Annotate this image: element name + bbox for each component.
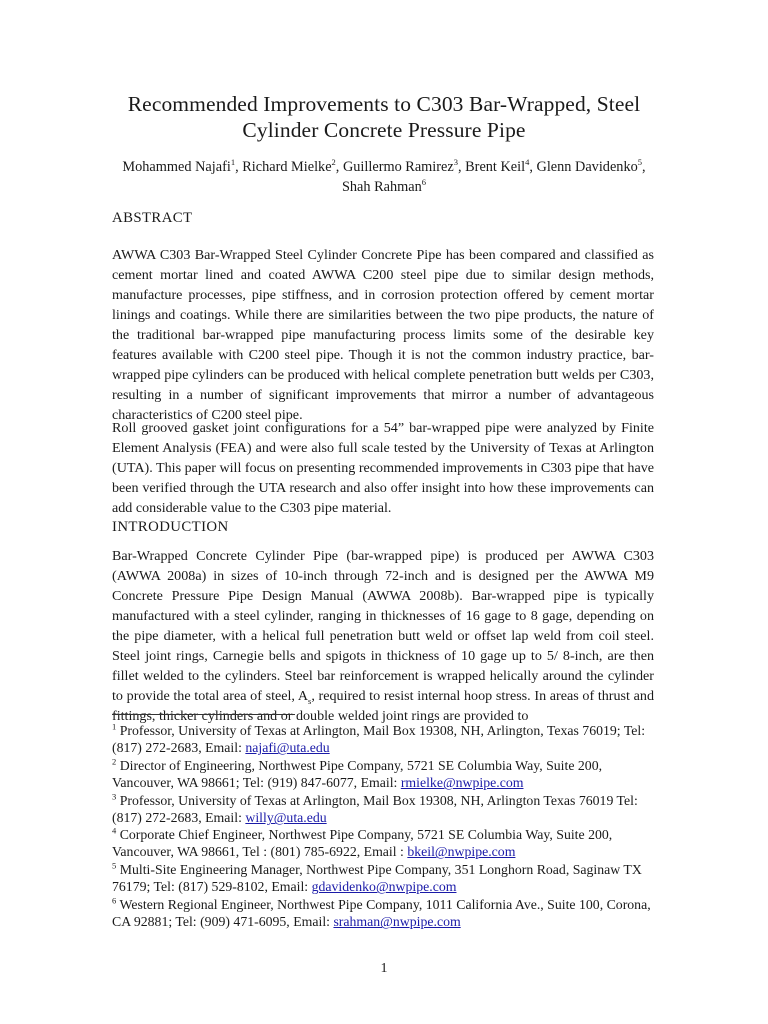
- introduction-text-continued: , required to resist internal hoop stress. In areas of thrust and fittings, thicker cylinders and or double welded joint rings are provided to: [112, 688, 654, 724]
- author-list: [90, 157, 678, 197]
- email-link[interactable]: rmielke@nwpipe.com: [400, 775, 524, 791]
- author-6: [342, 179, 426, 195]
- author-5: [537, 159, 646, 175]
- abstract-paragraph-2: Roll grooved gasket joint configurations for a 54” bar-wrapped pipe were analyzed by Finite Element Analysis (FEA) and were also full scale tested by the University of Texas at Arlington (UTA). This paper will focus on presenting recommended improvements in C303 pipe that have been verified through the UTA research and also offer insight into how these improvements can add considerable value to the C303 pipe material.: [112, 420, 654, 516]
- email-link[interactable]: bkeil@nwpipe.com: [407, 844, 516, 860]
- email-link[interactable]: najafi@uta.edu: [245, 740, 330, 756]
- footnote-mark: 4: [112, 825, 117, 836]
- author-separator: ,: [529, 159, 537, 175]
- author-affiliation-mark: 5: [637, 157, 642, 168]
- author-1: [122, 159, 242, 175]
- footnote-5: [112, 861, 657, 896]
- abstract-paragraph-1: AWWA C303 Bar-Wrapped Steel Cylinder Concrete Pipe has been compared and classified as cement mortar lined and coated AWWA C200 steel pipe due to similar design methods, manufacture processes, pipe stiffness, and in corrosion protection offered by cement mortar linings and coatings. While there are similarities between the two pipe products, the nature of the traditional bar-wrapped pipe manufacturing process limits some of the desirable key features available with C200 steel pipe. Though it is not the common industry practice, bar-wrapped pipe cylinders can be produced with helical complete penetration butt welds per C303, resulting in a number of significant improvements that mirror a number of advantageous characteristics of C200 steel pipe.: [112, 247, 654, 423]
- subscript-s: s: [308, 695, 312, 706]
- author-affiliation-mark: 3: [453, 157, 458, 168]
- author-name: Mohammed Najafi: [122, 159, 231, 175]
- footnote-4: [112, 826, 657, 861]
- footnote-mark: 1: [112, 721, 117, 732]
- footnote-text: Director of Engineering, Northwest Pipe Company, 5721 SE Columbia Way, Suite 200, Vancouver, WA 98661; Tel: (919) 847-6077, Email:: [112, 758, 603, 791]
- author-affiliation-mark: 2: [331, 157, 336, 168]
- title-line-2: Cylinder Concrete Pressure Pipe: [242, 118, 526, 142]
- author-separator: ,: [335, 159, 343, 175]
- footnote-divider: [112, 714, 295, 715]
- introduction-heading: INTRODUCTION: [112, 519, 229, 535]
- author-affiliation-mark: 1: [230, 157, 236, 168]
- author-2: [242, 159, 343, 175]
- footnote-6: [112, 896, 657, 931]
- footnote-text: Multi-Site Engineering Manager, Northwest Pipe Company, 351 Longhorn Road, Saginaw TX 76179; Tel: (817) 529-8102, Email:: [112, 862, 642, 895]
- email-link[interactable]: willy@uta.edu: [245, 810, 327, 826]
- author-separator: ,: [642, 159, 646, 175]
- author-affiliation-mark: 6: [421, 177, 427, 188]
- footnote-mark: 3: [112, 791, 117, 802]
- footnote-mark: 6: [112, 895, 117, 906]
- footnote-1: [112, 722, 657, 757]
- title-line-1: Recommended Improvements to C303 Bar-Wrapped, Steel: [127, 92, 641, 116]
- author-4: [465, 159, 536, 175]
- footnote-text: Corporate Chief Engineer, Northwest Pipe Company, 5721 SE Columbia Way, Suite 200, Vancouver, WA 98661, Tel : (801) 785-6922, Email :: [112, 827, 613, 860]
- footnote-text: Professor, University of Texas at Arlington, Mail Box 19308, NH, Arlington, Texas 76019; Tel: (817) 272-2683, Email:: [112, 723, 646, 756]
- author-name: Shah Rahman: [341, 179, 422, 195]
- abstract-heading: ABSTRACT: [112, 210, 193, 226]
- author-name: Richard Mielke: [242, 159, 332, 175]
- author-separator: ,: [235, 159, 243, 175]
- author-name: Guillermo Ramirez: [342, 159, 454, 175]
- introduction-text: Bar-Wrapped Concrete Cylinder Pipe (bar-wrapped pipe) is produced per AWWA C303 (AWWA 2008a) in sizes of 10-inch through 72-inch and is designed per the AWWA M9 Concrete Pressure Pipe Design Manual (AWWA 2008b). Bar-wrapped pipe is typically manufactured with a steel cylinder, ranging in thicknesses of 16 gage to 8 gage, depending on the pipe diameter, with a helical full penetration butt weld or offset lap weld from coil steel. Steel joint rings, Carnegie bells and spigots in thickness of 10 gage up to 5/ 8-inch, are then fillet welded to the cylinders. Steel bar reinforcement is wrapped helically around the cylinder to provide the total area of steel, A: [112, 548, 654, 704]
- footnote-text: Professor, University of Texas at Arlington, Mail Box 19308, NH, Arlington Texas 76019 Tel: (817) 272-2683, Email:: [112, 793, 638, 826]
- introduction-paragraph: [112, 546, 654, 726]
- author-name: Glenn Davidenko: [536, 159, 638, 175]
- email-link[interactable]: srahman@nwpipe.com: [333, 914, 461, 930]
- paper-title: [90, 91, 678, 143]
- footnote-text: Western Regional Engineer, Northwest Pipe Company, 1011 California Ave., Suite 100, Corona, CA 92881; Tel: (909) 471-6095, Email:: [112, 897, 651, 930]
- author-name: Brent Keil: [465, 159, 526, 175]
- author-affiliation-mark: 4: [525, 157, 530, 168]
- author-separator: ,: [457, 159, 466, 175]
- footnote-2: [112, 757, 657, 792]
- footnote-mark: 2: [112, 756, 117, 767]
- footnote-3: [112, 792, 657, 827]
- email-link[interactable]: gdavidenko@nwpipe.com: [311, 879, 457, 895]
- author-3: [343, 159, 465, 175]
- page-number: 1: [380, 961, 388, 976]
- footnote-mark: 5: [112, 860, 117, 871]
